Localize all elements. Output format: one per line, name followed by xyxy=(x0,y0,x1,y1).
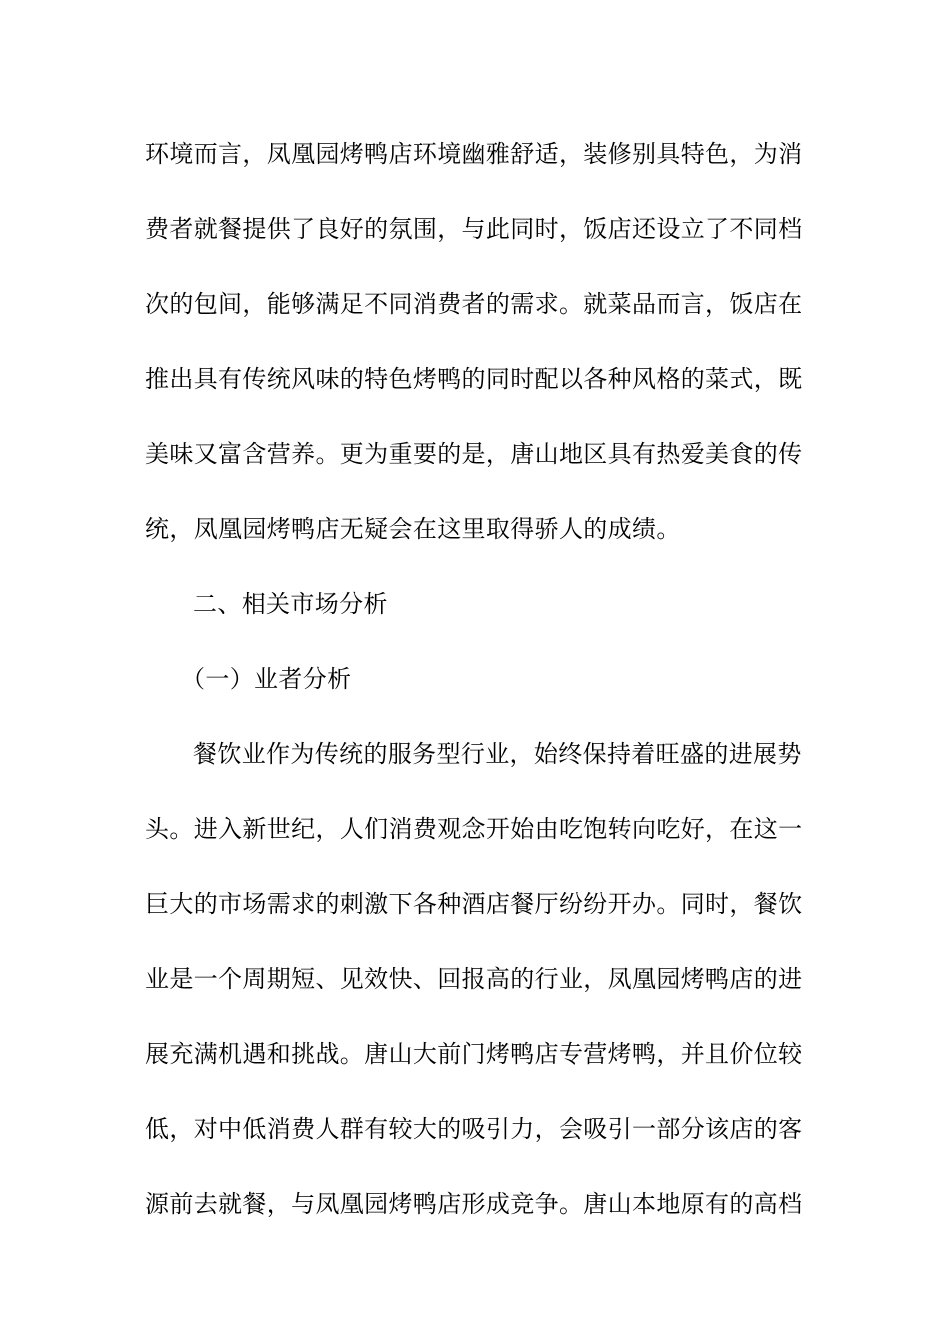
document-body xyxy=(145,134,805,1259)
paragraph-line: 费者就餐提供了良好的氛围，与此同时，饭店还设立了不同档 xyxy=(145,215,803,243)
paragraph-line: 头。进入新世纪，人们消费观念开始由吃饱转向吃好，在这一 xyxy=(145,815,803,843)
paragraph-line: 餐饮业作为传统的服务型行业，始终保持着旺盛的进展势 xyxy=(193,740,802,768)
paragraph-line: 次的包间，能够满足不同消费者的需求。就菜品而言，饭店在 xyxy=(145,290,803,318)
paragraph-line: 统，凤凰园烤鸭店无疑会在这里取得骄人的成绩。 xyxy=(145,515,681,543)
subsection-heading: （一）业者分析 xyxy=(181,665,352,693)
paragraph-line: 业是一个周期短、见效快、回报高的行业，凤凰园烤鸭店的进 xyxy=(145,965,803,993)
paragraph-line: 推出具有传统风味的特色烤鸭的同时配以各种风格的菜式，既 xyxy=(145,365,803,393)
paragraph-line: 美味又富含营养。更为重要的是，唐山地区具有热爱美食的传 xyxy=(145,440,803,468)
paragraph-line: 展充满机遇和挑战。唐山大前门烤鸭店专营烤鸭，并且价位较 xyxy=(145,1040,803,1068)
paragraph-line: 低，对中低消费人群有较大的吸引力，会吸引一部分该店的客 xyxy=(145,1115,803,1143)
paragraph-line: 环境而言，凤凰园烤鸭店环境幽雅舒适，装修别具特色，为消 xyxy=(145,140,803,168)
paragraph-line: 源前去就餐，与凤凰园烤鸭店形成竞争。唐山本地原有的高档 xyxy=(145,1190,803,1218)
paragraph-line: 巨大的市场需求的刺激下各种酒店餐厅纷纷开办。同时，餐饮 xyxy=(145,890,803,918)
section-heading: 二、相关市场分析 xyxy=(193,590,388,618)
